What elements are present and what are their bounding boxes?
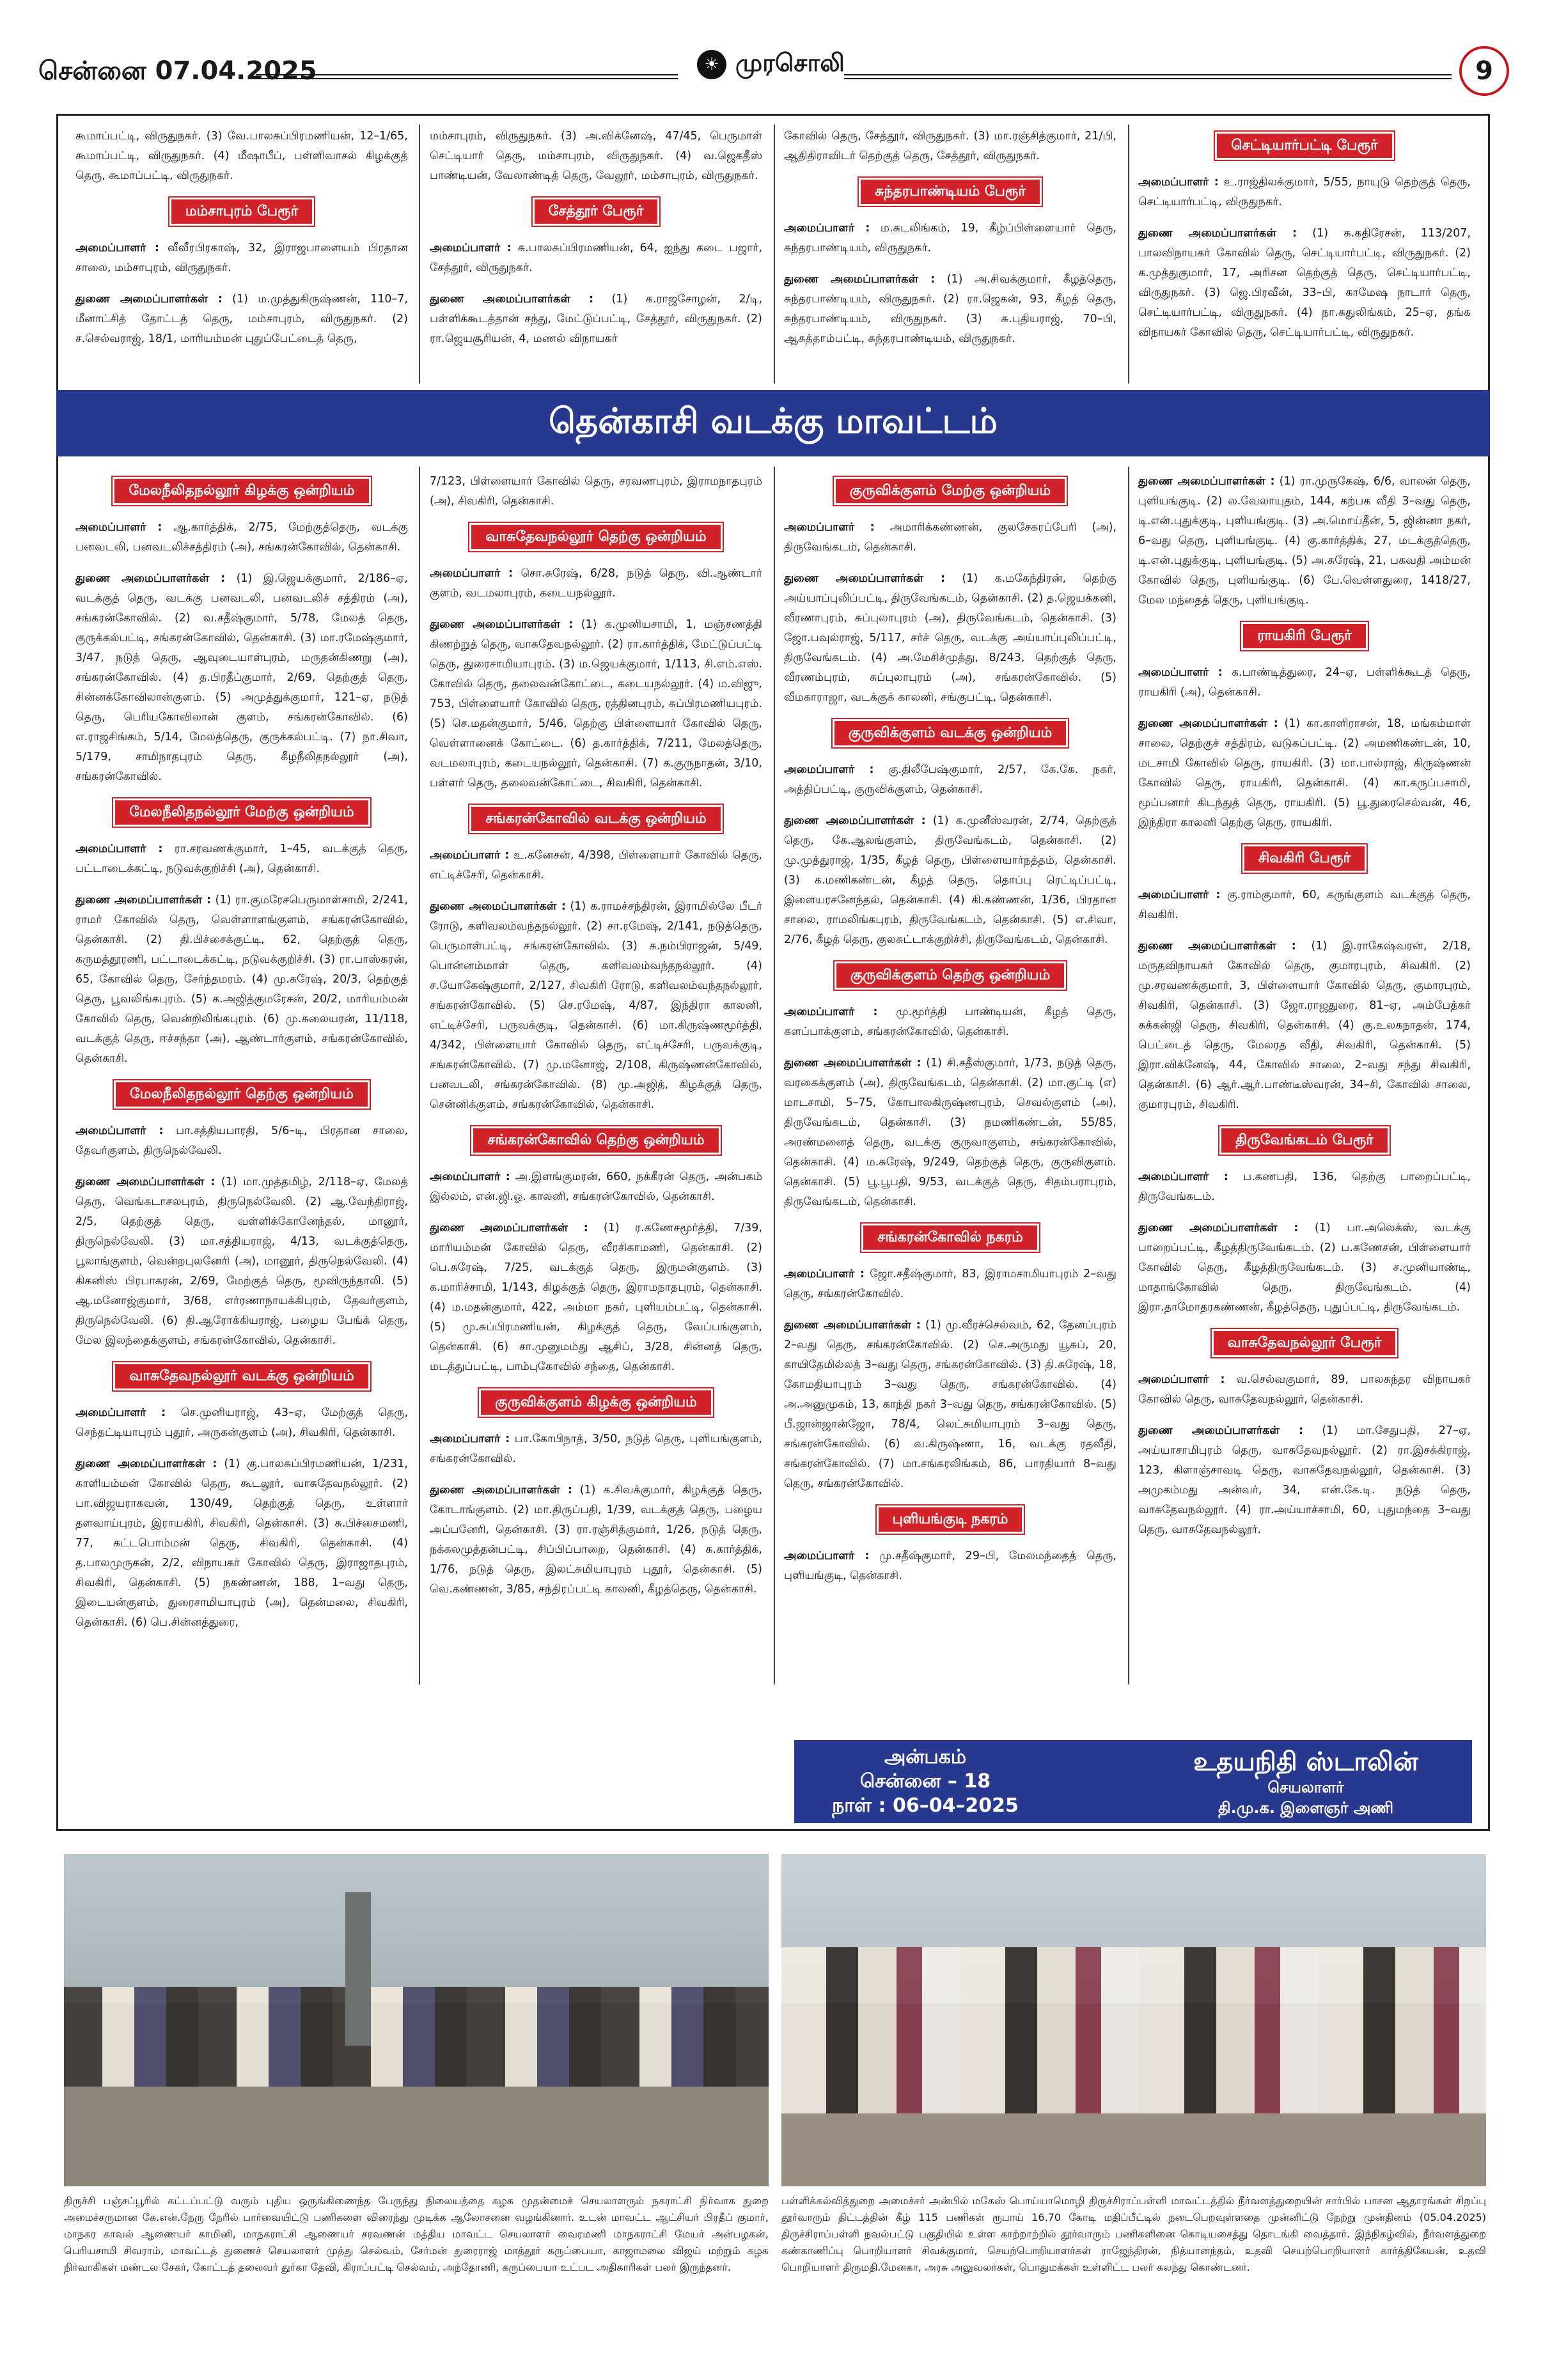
main-column-3: [784, 472, 1116, 1598]
ad-title: செயலாளர்: [1267, 1778, 1344, 1796]
header-date: சென்னை 07.04.2025: [38, 56, 317, 86]
section-heading: குருவிக்குளம் தெற்கு ஒன்றியம்: [834, 961, 1066, 990]
main-column-2: [430, 472, 762, 1611]
news-photo-left: [64, 1854, 769, 2186]
paragraph: துணை அமைப்பாளர்கள் : (1) க.முனீஸ்வரன், 2/74, தெற்குத் தெரு, கே.ஆலங்குளம், திருவேங்கடம், தென்காசி. (2) மு.முத்துராஜ், 1/35, கீழத் தெரு, பிள்ளையார்நத்தம், தென்காசி. (3) க.மணிகண்டன், கீழத் தெரு, தொப்பு ரெட்டிப்பட்டி, இளையரசனேந்தல், தென்காசி. (4) கி.கண்ணன், 1/36, பிரதான சாலை, ராமலிங்கபுரம், திருவேங்கடம், தென்காசி. (5) எ.சிவா, 2/76, கீழத் தெரு, குலசுட்டாக்குறிச்சி, திருவேங்கடம், தென்காசி.: [784, 814, 1116, 946]
paragraph: துணை அமைப்பாளர்கள் : (1) மா.சேதுபதி, 27–ஏ, அய்யாசாமிபுரம் தெரு, வாசுதேவநல்லூர். (2) ரா.இசக்கிராஜ், 123, கிளாஞ்சாவடி தெரு, வாசுதேவநல்லூர், தென்காசி. (3) அமுகம்மது அன்வர், 34, என்.கே.டி. நடுத் தெரு, வாசுதேவநல்லூர். (4) ரா.அய்யாச்சாமி, 60, புதுமந்தை 3–வது தெரு, வாசுதேவநல்லூர்.: [1138, 1424, 1471, 1536]
paragraph: துணை அமைப்பாளர்கள் : (1) சி.சதீஸ்குமார், 1/73, நடுத் தெரு, வரகைக்குளம் (அ), திருவேங்கடம், தென்காசி. (2) மா.குட்டி (எ) மாடசாமி, 5–75, கோபாலகிருஷ்ணபுரம், செவல்குளம் (அ), திருவேங்கடம், தென்காசி. (3) நமணிகண்டன், 55/85, அரண்மனைத் தெரு, வடக்கு குருவாகுளம், சங்கரன்கோவில், தென்காசி. (4) ம.சுரேஷ், 9/249, தெற்குத் தெரு, குருவிகுளம். தென்காசி. (5) பூ.பூபதி, 9/53, வடக்குத் தெரு, சிதம்பராபுரம், திருவேங்கடம், தென்காசி.: [784, 1057, 1116, 1208]
paragraph: அமைப்பாளர் : பா.கோபிநாத், 3/50, நடுத் தெரு, புளியங்குளம், சங்கரன்கோவில்.: [430, 1433, 762, 1465]
section-heading: புளியங்குடி நகரம்: [877, 1505, 1024, 1534]
paragraph: அமைப்பாளர் : அமாரிக்கண்ணன், குலசேகரப்பேரி (அ), திருவேங்கடம், தென்காசி.: [784, 521, 1116, 554]
paragraph: துணை அமைப்பாளர்கள் : (1) ம.முத்துகிருஷ்ணன், 110–7, மீனாட்சித் தோட்டத் தெரு, மம்சாபுரம், விருதுநகர். (2) ச.செல்வராஜ், 18/1, மாரியம்மன் புதுப்பேட்டைத் தெரு,: [75, 293, 409, 345]
column-divider: [1128, 125, 1129, 384]
ad-organisation: தி.மு.க. இளைஞர் அணி: [1218, 1799, 1394, 1817]
main-column-1: [75, 472, 408, 1644]
section-heading: செட்டியார்பட்டி பேரூர்: [1215, 132, 1393, 160]
paragraph: துணை அமைப்பாளர்கள் : (1) இ.ராகேஷ்வரன், 2/18, மருதவிநாயகர் கோவில் தெரு, குமாரபுரம், சிவகிரி. (2) மு.சரவணக்குமார், 3, பிள்ளையார் கோவில் தெரு, குமாரபுரம், சிவகிரி, தென்காசி. (3) ஜோ.ராஜதுரை, 81–ஏ, அம்பேத்கர் சுக்கன்ஜி தெரு, சிவகிரி, தென்காசி. (4) கு.உலகநாதன், 174, பெட்டைத் தெரு, மேலரத வீதி, சிவகிரி, தென்காசி. (5) இரா.விக்னேஷ், 44, கோவில் சாலை, 2–வது சந்து சிவகிரி, தென்காசி. (6) ஆர்.ஆர்.பாண்டீஸ்வரன், 34–சி, கோவில் சாலை, குமாரபுரம், சிவகிரி.: [1138, 940, 1471, 1111]
paragraph: அமைப்பாளர் : வீவீரபிரகாஷ், 32, இராஜபாளையம் பிரதான சாலை, மம்சாபுரம், விருதுநகர்.: [75, 242, 408, 274]
column-divider: [419, 467, 420, 1684]
page-header: [38, 45, 1509, 102]
paragraph: துணை அமைப்பாளர்கள் : (1) மு.வீரச்செல்வம், 62, தேனப்புரம் 2–வது தெரு, சங்கரன்கோவில். (2) செ.அருமது யூசுப், 20, காயிதேமில்லத் 3–வது தெரு, சங்கரன்கோவில். (3) தி.சுரேஷ், 18, கோமதியாபுரம் 3–வது தெரு, சங்கரன்கோவில். (4) அ.அனுமுகம், 13, காந்தி நகர் 3–வது தெரு, சங்கரன்கோவில். (5) பீ.ஜான்ஜான்ஜோ, 78/4, லெட்சுமியாபுரம் 3–வது தெரு, சங்கரன்கோவில். (6) வ.கிருஷ்ணா, 16, வடக்கு ரதவீதி, சங்கரன்கோவில். (7) மா.சங்கரலிங்கம், 86, பாரதியார் 8–வது தெரு, சங்கரன்கோவில்.: [784, 1319, 1116, 1490]
paragraph: அமைப்பாளர் : ஆ.கார்த்திக், 2/75, மேற்குத்தெரு, வடக்கு பனவடலி, பனவடலிச்சத்திரம் (அ), சங்கரன்கோவில், தென்காசி.: [75, 521, 409, 554]
section-heading: சுந்தரபாண்டியம் பேரூர்: [859, 178, 1042, 206]
paragraph: துணை அமைப்பாளர்கள் : (1) க.சிவக்குமார், கிழக்குத் தெரு, கோடாங்குளம். (2) மா.திருப்பதி, 1/39, வடக்குத் தெரு, பழைய அப்பனேரி, தென்காசி. (3) ரா.ரஞ்சித்குமார், 1/26, நடுத் தெரு, நக்கலமுத்தன்பட்டி, சிப்பிப்பாறை, தென்காசி. (4) க.கார்த்திக், 1/76, நடுத் தெரு, இலட்சுமியாபுரம் புதூர், தென்காசி. (5) வெ.கண்ணன், 3/85, சந்திரப்பட்டி காலனி, கீழத்தெரு, தென்காசி.: [430, 1484, 762, 1596]
paragraph: அமைப்பாளர் : சொ.சுரேஷ், 6/28, நடுத் தெரு, வி.ஆண்டார் குளம், வடமலாபுரம், கடையநல்லூர்.: [430, 567, 762, 600]
section-heading: சிவகிரி பேரூர்: [1242, 844, 1367, 873]
section-heading: வாசுதேவநல்லூர் வடக்கு ஒன்றியம்: [113, 1362, 370, 1390]
paragraph: மம்சாபுரம், விருதுநகர். (3) அ.விக்னேஷ், 47/45, பெருமாள் செட்டியார் தெரு, மம்சாபுரம், விருதுநகர். (4) வ.ஜெகதீஸ் பாண்டியன், வேலாண்டித் தெரு, வேலூர், மம்சாபுரம், விருதுநகர்.: [430, 130, 762, 182]
ad-address-line: சென்னை – 18: [859, 1770, 991, 1793]
paragraph: துணை அமைப்பாளர்கள் : (1) ரா.முருகேஷ், 6/6, வாலன் தெரு, புளியங்குடி. (2) ல.வேலாயுதம், 144, கற்பக வீதி 3–வது தெரு, டி.என்.புதுக்குடி, புளியங்குடி. (3) அ.மொய்தீன், 5, ஜின்னா நகர், 6–வது தெரு, புளியங்குடி. (4) கு.கார்த்திக், 27, மடக்குத்தெரு, டி.என்.புதுக்குடி, புளியங்குடி. (5) அ.சுரேஷ், 21, பகவதி அம்மன் கோவில் தெரு, புளியங்குடி. (6) பே.வெள்ளதுரை, 1418/27, மேல மந்தைத் தெரு, புளியங்குடி.: [1138, 475, 1471, 607]
paragraph: அமைப்பாளர் : வ.செல்வகுமார், 89, பாலசுந்தர விநாயகர் கோவில் தெரு, வாசுதேவநல்லூர், தென்காசி.: [1138, 1373, 1471, 1406]
paragraph: அமைப்பாளர் : அ.இளங்குமரன், 660, நக்கீரன் தெரு, அன்பகம் இல்லம், என்.ஜி.ஓ. காலனி, சங்கரன்கோவில், தென்காசி.: [430, 1171, 762, 1203]
paragraph: துணை அமைப்பாளர்கள் : (1) கா.காளிராசன், 18, மங்கம்மாள் சாலை, தெற்குச் சத்திரம், வடுகப்பட்டி. (2) அமணிகண்டன், 10, மடசாமி கோவில் தெரு, ராயகிரி. (3) மா.பால்ராஜ், கிருஷ்ணன் கோவில் தெரு, ராயகிரி, தென்காசி. (4) கா.கருப்பசாமி, மூப்பனார் கிடந்துத் தெரு, ராயகிரி. (5) பூ.துரைசெல்வன், 46, இந்திரா காலனி தெற்கு தெரு, ராயகிரி.: [1138, 717, 1471, 829]
section-heading: மேலநீலிதநல்லூர் கிழக்கு ஒன்றியம்: [113, 477, 370, 505]
paragraph: துணை அமைப்பாளர்கள் : (1) இ.ஜெயக்குமார், 2/186–ஏ, வடக்குத் தெரு, வடக்கு பனவடலி, பனவடலிச் சத்திரம் (அ), சங்கரன்கோவில். (2) வ.சதீஷ்குமார், 5/78, மேலத் தெரு, குருக்கல்பட்டி, சங்கரன்கோவில், தென்காசி. (3) மா.ரமேஷ்குமார், 3/47, நடுத் தெரு, ஆவுடையாள்புரம், மருதன்கிணறு (அ), சங்கரன்கோவில். (4) த.பிரதீப்குமார், 2/69, தெற்குத் தெரு, சின்னக்கோவிலான்குளம். (5) அமுத்துக்குமார், 121–ஏ, நடுத் தெரு, பெரியகோவிலான் குளம், சங்கரன்கோவில். (6) எ.ராஜசிங்கம், 5/14, மேலத்தெரு, குருக்கல்பட்டி. (7) நா.சிவா, 5/179, சாமிநாதபுரம் தெரு, கீழநீலிதநல்லூர் (அ), சங்கரன்கோவில்.: [75, 572, 408, 783]
column-divider: [1128, 467, 1129, 1684]
ad-address: [820, 1745, 1031, 1818]
paragraph: துணை அமைப்பாளர்கள் : (1) மா.முத்தமிழ், 2/118–ஏ, மேலத் தெரு, வெங்கடாசலபுரம், திருநெல்வேலி. (2) ஆ.வேந்திராஜ், 2/5, தெற்குத் தெரு, வள்ளிக்கோனேந்தல், மானூர், திருநெல்வேலி. (3) மா.சத்தியராஜ், 4/13, வடக்குத்தெரு, பூலாங்குளம், வென்றபுலனேரி (அ), மானூர், திருநெல்வேலி. (4) கிகனிஸ் பிரபாகரன், 2/69, மேற்குத் தெரு, மூவிருந்தாலி. (5) ஆ.மனோஜ்குமார், 3/68, எர்ரணாநாயக்கிபுரம், தேவர்குளம், திருநெல்வேலி. (6) தி.ஆரோக்கியராஜ், பழைய பேங்க் தெரு, மேல இலந்தைக்குளம், சங்கரன்கோவில், தென்காசி.: [75, 1176, 408, 1347]
ad-date: நாள் : 06–04–2025: [832, 1794, 1019, 1817]
paragraph: கூமாப்பட்டி, விருதுநகர். (3) வே.பாலசுப்பிரமணியன், 12–1/65, கூமாப்பட்டி, விருதுநகர். (4) மீஷாபீப், பள்ளிவாசல் கிழக்குத் தெரு, கூமாப்பட்டி, விருதுநகர்.: [75, 130, 408, 182]
paragraph: துணை அமைப்பாளர்கள் : (1) க.கதிரேசன், 113/207, பாலவிநாயகர் கோவில் தெரு, செட்டியார்பட்டி, விருதுநகர். (2) க.முத்துகுமார், 17, அரிசன தெற்குத் தெரு, செட்டியார்பட்டி, விருதுநகர். (3) ஜெ.பிரவீன், 33–பி, காமேஷ நாடார் தெரு, செட்டியார்பட்டி, விருதுநகர். (4) நா.சுதுலிங்கம், 25–ஏ, தங்க விநாயகர் கோவில் தெரு, செட்டியார்பட்டி, விருதுநகர்.: [1138, 227, 1471, 339]
paragraph: அமைப்பாளர் : கு.ராம்குமார், 60, கருங்குளம் வடக்குத் தெரு, சிவகிரி.: [1138, 889, 1471, 921]
section-heading: சங்கரன்கோவில் தெற்கு ஒன்றியம்: [471, 1126, 720, 1155]
paragraph: துணை அமைப்பாளர்கள் : (1) அ.சிவக்குமார், கீழத்தெரு, சுந்தரபாண்டியம், விருதுநகர். (2) ரா.ஜெகன், 93, கீழத் தெரு, சுந்தரபாண்டியம், விருதுநகர். (3) சு.புதியராஜ், 70–பி, ஆசுத்தாம்பட்டி, சுந்தரபாண்டியம், விருதுநகர்.: [784, 273, 1116, 345]
rising-sun-icon: ☀: [697, 50, 726, 79]
paragraph: கோவில் தெரு, சேத்தூர், விருதுநகர். (3) மா.ரஞ்சித்குமார், 21/பி, ஆதிதிராவிடர் தெற்குத் தெரு, சேத்தூர், விருதுநகர்.: [784, 130, 1116, 162]
page-number: 9: [1459, 46, 1509, 96]
paragraph: அமைப்பாளர் : க.பாண்டித்துரை, 24–ஏ, பள்ளிக்கூடத் தெரு, ராயகிரி (அ), தென்காசி.: [1138, 666, 1471, 699]
column-divider: [419, 125, 420, 384]
paragraph: அமைப்பாளர் : உ.கனேசன், 4/398, பிள்ளையார் கோவில் தெரு, எட்டிச்சேரி, தென்காசி.: [430, 849, 762, 882]
section-heading: மேலநீலிதநல்லூர் மேற்கு ஒன்றியம்: [113, 798, 370, 827]
paragraph: துணை அமைப்பாளர்கள் : (1) க.மகேந்திரன், தெற்கு அய்யாப்புலிப்பட்டி, திருவேங்கடம், தென்காசி. (2) த.ஜெயக்கனி, வீரணாபுரம், சுப்புலாபுரம் (அ), திருவேங்கடம், தென்காசி. (3) ஜோ.பவுல்ராஜ், 5/117, சர்ச் தெரு, வடக்கு அய்யாப்புலிப்பட்டி, திருவேங்கடம். (4) அ.மேசிச்முத்து, 8/243, தெற்குத் தெரு, வீரணம்புரம், சுப்புலாபுரம் (அ), சங்கரன்கோவில். (5) வீமகாராஜா, வடக்குக் காலனி, சங்குபட்டி, தென்காசி.: [784, 572, 1116, 704]
section-heading: திருவேங்கடம் பேரூர்: [1219, 1126, 1389, 1155]
section-heading: வாசுதேவநல்லூர் பேரூர்: [1212, 1329, 1397, 1357]
paragraph: துணை அமைப்பாளர்கள் : (1) ர.கணேசமூர்த்தி, 7/39, மாரியம்மன் கோவில் தெரு, வீரசிகாமணி, தென்காசி. (2) பெ.சுரேஷ், 7/25, வடக்குத் தெரு, இருமன்குளம். (3) க.மாரிச்சாமி, 1/143, கிழக்குத் தெரு, இராமநாதபுரம், தென்காசி. (4) ம.மதன்குமார், 422, அம்மா நகர், புளியம்பட்டி, தென்காசி. (5) மு.சுப்பிரமணியன், கிழக்குத் தெரு, வேப்பங்குளம், தென்காசி. (6) சா.முனுமம்து ஆசிப், 3/28, சின்னத் தெரு, மடத்துப்பட்டி, பாம்புகோவில் சந்தை, தென்காசி.: [430, 1222, 763, 1373]
paragraph: அமைப்பாளர் : சு.பாலசுப்பிரமணியன், 64, ஐந்து கடை பஜார், சேத்தூர், விருதுநகர்.: [430, 242, 762, 274]
paragraph: அமைப்பாளர் : ம.சுடலிங்கம், 19, கீழ்ப்பிள்ளையார் தெரு, சுந்தரபாண்டியம், விருதுநகர்.: [784, 222, 1117, 254]
paragraph: அமைப்பாளர் : செ.முனியராஜ், 43–ஏ, மேற்குத் தெரு, செந்தட்டியாபுரம் புதூர், அருகன்குளம் (அ), சிவகிரி, தென்காசி.: [75, 1406, 409, 1439]
section-heading: மம்சாபுரம் பேரூர்: [169, 198, 314, 226]
paragraph: துணை அமைப்பாளர்கள் : (1) க.ராஜசோழன், 2/டி, பள்ளிக்கூடத்தான் சந்து, மேட்டுப்பட்டி, சேத்தூர், விருதுநகர். (2) ரா.ஜெயசூரியன், 4, மணல் விநாயகர்: [430, 293, 763, 345]
top-column-1: [75, 127, 408, 361]
section-heading: ராயகிரி பேரூர்: [1241, 622, 1367, 650]
paragraph: அமைப்பாளர் : ஜோ.சதீஷ்குமார், 83, இராமசாமியாபுரம் 2–வது தெரு, சங்கரன்கோவில்.: [784, 1268, 1116, 1300]
top-column-4: [1138, 127, 1471, 354]
news-photo-right: [781, 1854, 1486, 2186]
paragraph: அமைப்பாளர் : கு.திலீபேஷ்குமார், 2/57, கே.கே. நகர், அத்திப்பட்டி, குருவிக்குளம், தென்காசி.: [784, 763, 1116, 796]
advertisement-box: [794, 1740, 1472, 1823]
column-divider: [774, 467, 775, 1684]
newspaper-logo: [697, 49, 845, 81]
photo-caption-right: பள்ளிக்கல்வித்துறை அமைச்சர் அன்பில் மகேஸ் பொய்யாமொழி திருச்சிராப்பள்ளி மாவட்டத்தில் நீர்வளத்துறையின் சார்பில் பாசன ஆதாரங்கள் சிறப்பு தூர்வாரும் திட்டத்தின் கீழ் 115 பணிகள் ரூபாய் 16.70 கோடி மதிப்பீட்டில் நடைபெறவுள்ளதை முன்னிட்டு நேற்று முன்தினம் (05.04.2025) திருச்சிராப்பள்ளி நவல்பட்டு பகுதியில் உள்ள காற்றாற்றில் தூர்வாரும் பணிகளினை கொடியசைத்து தொடங்கி வைத்தார். இந்நிகழ்வில், நீர்வளத்துறை கண்காணிப்பு பொறியாளர் சிவக்குமார், செயற்பொறியாளர்கள் ராஜேந்திரன், நித்யானந்தம், உதவி செயற்பொறியாளர் கார்த்திகேயன், உதவி பொறியாளர் திருமதி.மேனகா, அரசு அலுவலர்கள், பொதுமக்கள் உள்ளிட்ட பலர் கலந்து கொண்டனர்.: [781, 2195, 1486, 2273]
paragraph: அமைப்பாளர் : மு.மூர்த்தி பாண்டியன், கீழத் தெரு, களப்பாக்குளம், சங்கரன்கோவில், தென்காசி.: [784, 1006, 1116, 1038]
ad-signatory: [1159, 1746, 1453, 1818]
newspaper-name: முரசொலி: [735, 49, 845, 77]
paragraph: துணை அமைப்பாளர்கள் : (1) க.முனியசாமி, 1, மஞ்சணத்தி கிணற்றுத் தெரு, வாசுதேவநல்லூர். (2) ரா.கார்த்திக், மேட்டுப்பட்டி தெரு, துரைசாமியாபுரம். (3) ம.ஜெயக்குமார், 1/113, சி.எம்.எஸ். கோவில் தெரு, தலைவன்கோட்டை, கடையநல்லூர். (4) ம.விஜு, 753, பிள்ளையார் கோவில் தெரு, ரத்தினபுரம், சுப்பிரமணியபுரம். (5) செ.மதன்குமார், 5/46, தெற்கு பிள்ளையார் கோவில் தெரு, வெள்ளானைக் கோட்டை. (6) த.கார்த்திக், 7/211, மேலத்தெரு, வடமலாபுரம், கடையநல்லூர், தென்காசி. (7) க.குருநாதன், 3/10, பள்ளர் தெரு, தலைவன்கோட்டை, சிவகிரி, தென்காசி.: [430, 618, 762, 789]
paragraph: 7/123, பிள்ளையார் கோவில் தெரு, சரவணபுரம், இராமநாதபுரம் (அ), சிவகிரி, தென்காசி.: [430, 475, 762, 508]
paragraph: துணை அமைப்பாளர்கள் : (1) கு.பாலசுப்பிரமணியன், 1/231, காளியம்மன் கோவில் தெரு, கூடலூர், வாசுதேவநல்லூர். (2) பா.விஜயராகவன், 130/49, தெற்குத் தெரு, உள்ளார் தளவாய்புரம், இராயகிரி, சிவகிரி, தென்காசி. (3) சு.பிச்சைமணி, 77, கட்டபொம்மன் தெரு, சிவகிரி, தென்காசி. (4) த.பாலமுருகன், 2/2, விநாயகர் கோவில் தெரு, இராஜாதபுரம், சிவகிரி, தென்காசி. (5) நகண்ணன், 188, 1–வது தெரு, இடையன்குளம், துரைசாமியாபுரம் (அ), தென்மலை, சிவகிரி, தென்காசி. (6) பெ.சின்னத்துரை,: [75, 1458, 408, 1629]
header-rule-left: [256, 74, 678, 79]
ad-address-line: அன்பகம்: [884, 1746, 967, 1768]
section-heading: மேலநீலிதநல்லூர் தெற்கு ஒன்றியம்: [114, 1080, 370, 1108]
main-column-4: [1138, 472, 1471, 1552]
header-rule-right: [844, 74, 1452, 79]
paragraph: அமைப்பாளர் : பா.சத்தியபாரதி, 5/6–டி, பிரதான சாலை, தேவர்குளம், திருநெல்வேலி.: [75, 1124, 409, 1157]
paragraph: அமைப்பாளர் : உ.ராஜ்திலக்குமார், 5/55, நாயுடு தெற்குத் தெரு, செட்டியார்பட்டி, விருதுநகர்.: [1138, 176, 1471, 208]
section-heading: சங்கரன்கோவில் நகரம்: [861, 1224, 1039, 1252]
top-column-3: [784, 127, 1116, 361]
top-column-2: [430, 127, 762, 361]
section-heading: குருவிக்குளம் கிழக்கு ஒன்றியம்: [479, 1388, 713, 1417]
paragraph: துணை அமைப்பாளர்கள் : (1) ரா.குமரேசபெருமாள்சாமி, 2/241, ராமர் கோவில் தெரு, வெள்ளாளங்குளம், சங்கரன்கோவில், தென்காசி. (2) தி.பிச்சைக்குட்டி, 62, தெற்குத் தெரு, கருமத்தூரணி, பட்டாடைக்கட்டி, நடுவக்குறிச்சி. (3) ரா.பாஸ்கரன், 65, கோவில் தெரு, சேர்ந்தமரம். (4) மு.கரேஷ், 20/3, தெற்குத் தெரு, பூவலிங்கபுரம். (5) க.அஜித்குமரேசன், 20/2, மாரியம்மன் கோவில் தெரு, வென்றிலிங்கபுரம். (6) மு.சுலையரன், 11/118, வடக்குத் தெரு, ஈச்சந்தா (அ), ஆண்டார்குளம், சங்கரன்கோவில், தென்காசி.: [75, 894, 409, 1065]
section-heading: வாசுதேவநல்லூர் தெற்கு ஒன்றியம்: [469, 523, 722, 551]
section-heading: குருவிக்குளம் மேற்கு ஒன்றியம்: [834, 477, 1067, 505]
photo-caption-left: திருச்சி பஞ்சப்பூரில் கட்டப்பட்டு வரும் புதிய ஒருங்கிணைந்த பேருந்து நிலையத்தை கழக முதன்மைச் செயலாளரும் நகராட்சி நிர்வாக துறை அமைச்சருமான கே.என்.நேரு நேரில் பார்வையிட்டு பணிகளை விரைந்து முடிக்க ஆலோசனை வழங்கினார். உடன் மாவட்ட ஆட்சியர் பிரதீப் குமார், மாநகர காவல் ஆணையர் காமினி, மாநகராட்சி ஆணையர் சரவணன் மத்திய மாவட்ட செயலாளர் வைரமணி மாநகராட்சி மேயர் அன்பழகன், பெரியசாமி சிவராம், மாவட்டத் துணைச் செயலாளர் முத்து செல்வம், சேர்மன் துரைராஜ் மாத்தூர் கருப்பையா, காஜாமலை விஜய் மற்றும் கழக நிர்வாகிகள் மண்டல சேகர், கோட்டத் தலைவர் துர்கா தேவி, கிராப்பட்டி செல்வம், அந்தோணி, கருப்பையா உட்பட அதிகாரிகள் பலர் இருந்தனர்.: [64, 2195, 769, 2273]
paragraph: அமைப்பாளர் : ப.கணபதி, 136, தெற்கு பாறைப்பட்டி, திருவேங்கடம்.: [1138, 1171, 1471, 1203]
section-heading: சங்கரன்கோவில் வடக்கு ஒன்றியம்: [469, 805, 722, 833]
paragraph: துணை அமைப்பாளர்கள் : (1) க.ராமச்சந்திரன், இராமில்லே பீடர் ரோடு, களிவலம்வந்தநல்லூர். (2) சா.ரமேஷ், 2/141, நடுத்தெரு, பெருமாள்பட்டி, சங்கரன்கோவில். (3) சு.நம்பிராஜன், 5/49, பொன்னம்மாள் தெரு, களிவலம்வந்தநல்லூர். (4) ச.யோகேஷ்குமார், 2/127, சிவகிரி ரோடு, களிவலம்வந்தநல்லூர், சங்கரன்கோவில். (5) செ.ரமேஷ், 4/87, இந்திரா காலனி, எட்டிச்சேரி, பருவக்குடி, தென்காசி. (6) மா.கிருஷ்ணமூர்த்தி, 4/342, பிள்ளையார் கோவில் தெரு, எட்டிச்சேரி, பருவக்குடி, சங்கரன்கோவில். (7) மு.மனோஜ், 2/108, கிருஷ்ணன்கோவில், பனவடலி, சங்கரன்கோவில். (8) மு.அஜித், கிழக்குத் தெரு, சென்னிக்குளம், சங்கரன்கோவில், தென்காசி.: [430, 900, 762, 1111]
district-banner: தென்காசி வடக்கு மாவட்டம்: [56, 390, 1490, 456]
section-heading: சேத்தூர் பேரூர்: [533, 198, 660, 226]
paragraph: துணை அமைப்பாளர்கள் : (1) பா.அலெக்ஸ், வடக்கு பாறைப்பட்டி, கீழத்திருவேங்கடம். (2) ப.கணேசன், பிள்ளையார் கோவில் தெரு, கீழத்திருவேங்கடம். (3) ச.முனியாண்டி, மாதாங்கோவில் தெரு, திருவேங்கடம். (4) இரா.தாமோதரகண்ணன், கீழத்தெரு, புதுப்பட்டி, திருவேங்கடம்.: [1138, 1222, 1471, 1314]
ad-name: உதயநிதி ஸ்டாலின்: [1193, 1747, 1418, 1777]
column-divider: [774, 125, 775, 384]
paragraph: அமைப்பாளர் : மு.சதீஷ்குமார், 29–பி, மேலமந்தைத் தெரு, புளியங்குடி, தென்காசி.: [784, 1550, 1116, 1582]
section-heading: குருவிக்குளம் வடக்கு ஒன்றியம்: [833, 719, 1069, 747]
paragraph: அமைப்பாளர் : ரா.சரவணக்குமார், 1–45, வடக்குத் தெரு, பட்டாடைக்கட்டி, நடுவக்குறிச்சி (அ), தென்காசி.: [75, 843, 408, 875]
